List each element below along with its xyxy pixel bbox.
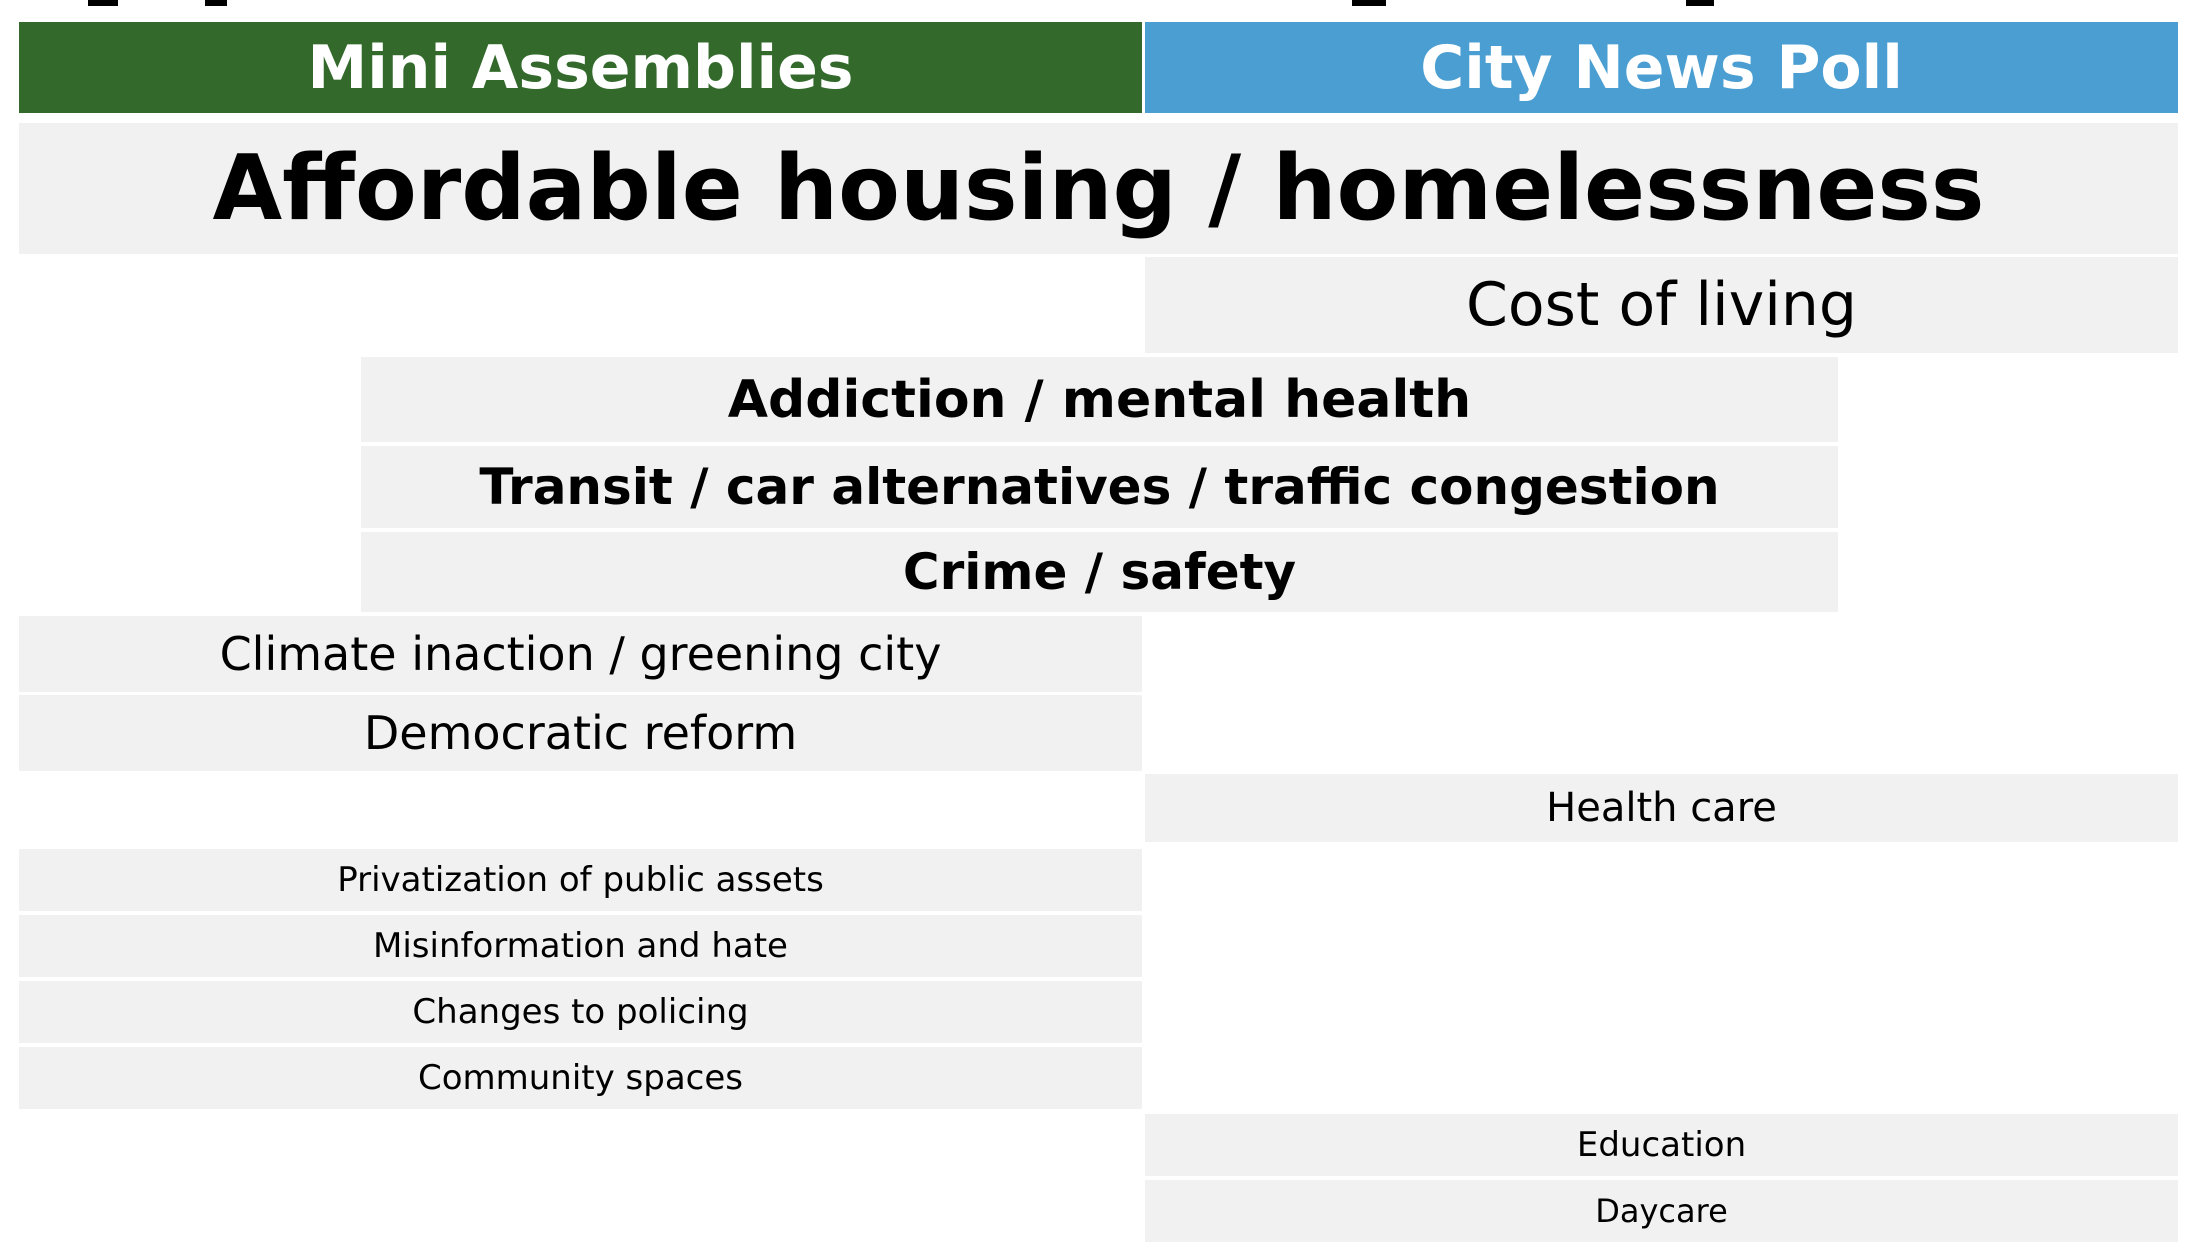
topic-policing [19,981,1142,1043]
topic-climate-label: Climate inaction / greening city [219,627,942,681]
topic-transit-label: Transit / car alternatives / traffic congestion [479,458,1720,516]
topic-privatization-label: Privatization of public assets [337,860,824,900]
topic-affordable-housing-label: Affordable housing / homelessness [212,136,1985,241]
topic-addiction-label: Addiction / mental health [727,369,1472,430]
header-mini-assemblies [19,22,1142,113]
header-mini-assemblies-label: Mini Assemblies [307,32,854,103]
topic-crime-label: Crime / safety [902,543,1297,601]
cropped-glyph [88,0,118,6]
topic-democratic-reform-label: Democratic reform [363,706,798,760]
topic-transit [361,446,1838,528]
topic-cost-of-living [1145,257,2178,353]
topic-misinformation-label: Misinformation and hate [373,926,788,966]
header-city-news-poll-label: City News Poll [1420,32,1903,103]
topic-climate [19,616,1142,692]
topic-health-care [1145,774,2178,842]
topic-community-spaces [19,1047,1142,1109]
topic-daycare-label: Daycare [1595,1192,1728,1230]
cropped-glyph [205,0,227,6]
cropped-glyph [1686,0,1714,6]
topic-community-spaces-label: Community spaces [417,1058,744,1098]
topic-misinformation [19,915,1142,977]
topic-addiction [361,357,1838,442]
topic-democratic-reform [19,695,1142,771]
topic-health-care-label: Health care [1546,785,1777,831]
cropped-title-fragments [0,0,2196,22]
topic-daycare [1145,1180,2178,1242]
topic-education-label: Education [1576,1125,1747,1165]
topic-education [1145,1114,2178,1176]
topic-crime [361,532,1838,612]
topic-affordable-housing [19,123,2178,254]
header-city-news-poll [1145,22,2178,113]
topic-policing-label: Changes to policing [412,992,749,1032]
topic-cost-of-living-label: Cost of living [1466,270,1857,340]
topic-privatization [19,849,1142,911]
cropped-glyph [1352,0,1386,6]
